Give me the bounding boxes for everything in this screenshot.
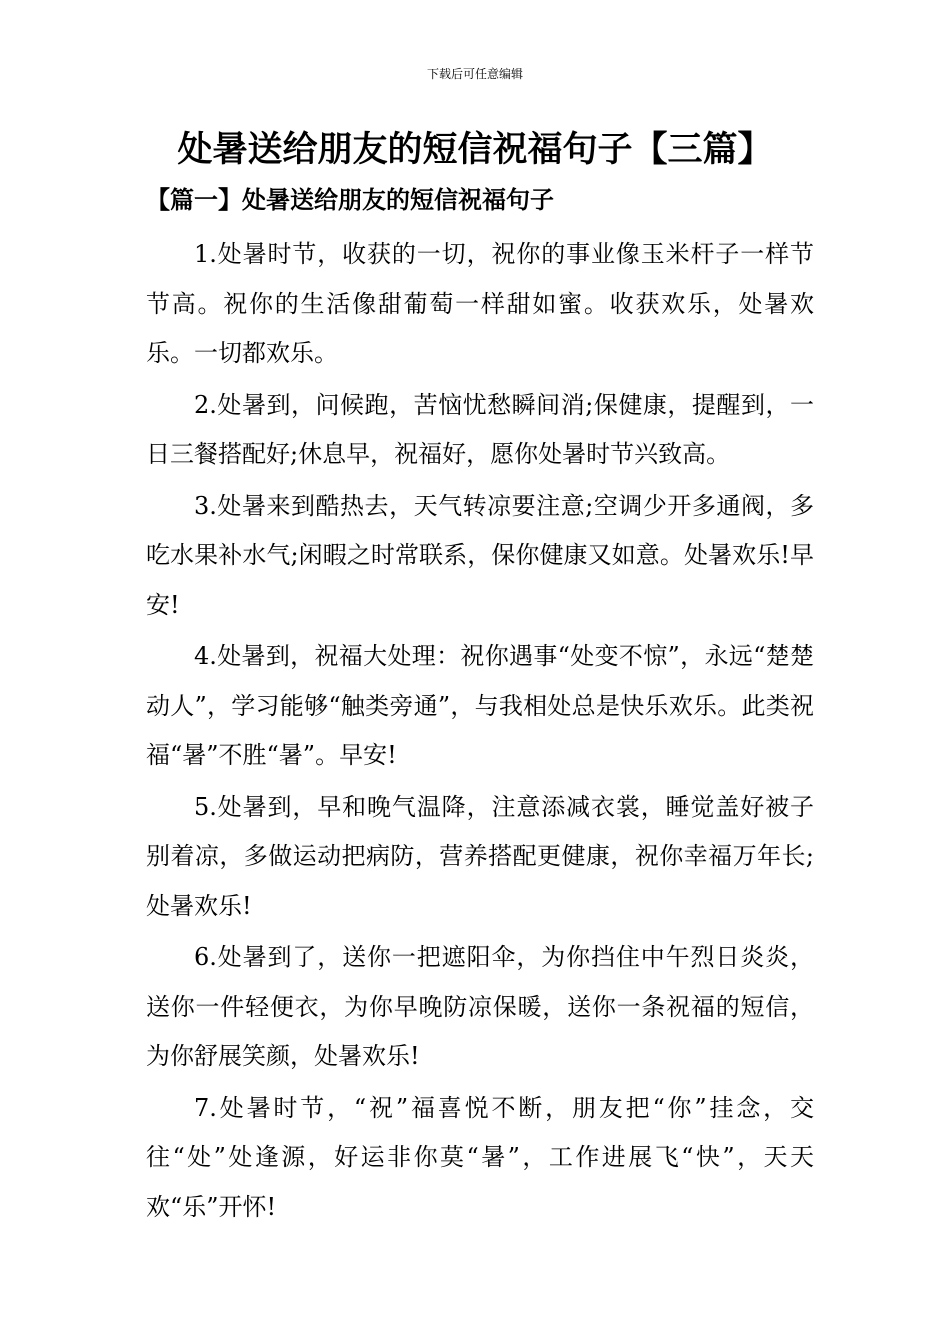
paragraph-3: 3.处暑来到酷热去，天气转凉要注意;空调少开多通阀，多吃水果补水气;闲暇之时常联系，保你健康又如意。处暑欢乐!早安! xyxy=(146,491,814,619)
document-body xyxy=(146,230,814,1234)
document-title: 处暑送给朋友的短信祝福句子【三篇】 xyxy=(177,130,773,170)
paragraph-1: 1.处暑时节，收获的一切，祝你的事业像玉米杆子一样节节高。祝你的生活像甜葡萄一样甜如蜜。收获欢乐，处暑欢乐。一切都欢乐。 xyxy=(146,240,814,367)
section-heading: 【篇一】处暑送给朋友的短信祝福句子 xyxy=(146,185,554,214)
paragraph-7: 7.处暑时节，“祝”福喜悦不断，朋友把“你”挂念，交往“处”处逢源，好运非你莫“暑”，工作进展飞“快”，天天欢“乐”开怀! xyxy=(146,1093,814,1221)
paragraph-2: 2.处暑到，问候跑，苦恼忧愁瞬间消;保健康，提醒到，一日三餐搭配好;休息早，祝福好，愿你处暑时节兴致高。 xyxy=(146,390,814,468)
header-note: 下载后可任意编辑 xyxy=(426,67,523,81)
paragraph-4: 4.处暑到，祝福大处理：祝你遇事“处变不惊”，永远“楚楚动人”，学习能够“触类旁通”，与我相处总是快乐欢乐。此类祝福“暑”不胜“暑”。早安! xyxy=(146,642,814,769)
paragraph-6: 6.处暑到了，送你一把遮阳伞，为你挡住中午烈日炎炎，送你一件轻便衣，为你早晚防凉保暖，送你一条祝福的短信，为你舒展笑颜，处暑欢乐! xyxy=(146,943,814,1070)
paragraph-5: 5.处暑到，早和晚气温降，注意添减衣裳，睡觉盖好被子别着凉，多做运动把病防，营养搭配更健康，祝你幸福万年长;处暑欢乐! xyxy=(146,792,814,920)
